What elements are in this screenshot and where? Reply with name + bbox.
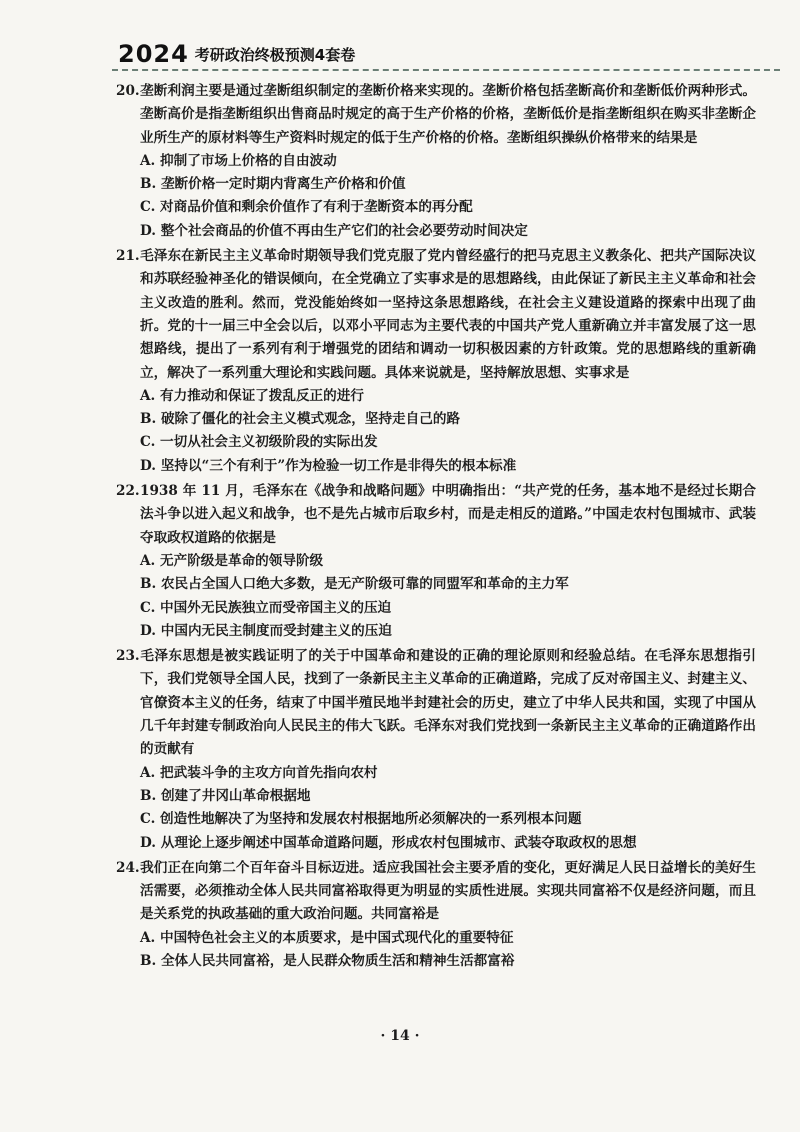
answer-option: A. 抑制了市场上价格的自由波动 (140, 152, 337, 169)
answer-option: B. 农民占全国人口绝大多数，是无产阶级可靠的同盟军和革命的主力军 (140, 576, 569, 593)
question-number: 24. (116, 859, 140, 876)
question-text: 毛泽东在新民主主义革命时期领导我们党克服了党内曾经盛行的把马克思主义教条化、把共产国际决议和苏联经验神圣化的错误倾向，在全党确立了实事求是的思想路线，由此保证了新民主主义革命和社会主义改造的胜利。然而，党没能始终如一坚持这条思想路线，在社会主义建设道路的探索中出现了曲折。党的十一届三中全会以后，以邓小平同志为主要代表的中国共产党人重新确立并丰富发展了这一思想路线，提出了一系列有利于增强党的团结和调动一切积极因素的方针政策。党的思想路线的重新确立，解决了一系列重大理论和实践问题。具体来说就是，坚持解放思想、实事求是 (140, 248, 756, 381)
question-number: 21. (116, 248, 140, 265)
question-stem (116, 245, 756, 385)
question-block (116, 857, 756, 973)
answer-option: A. 有力推动和保证了拨乱反正的进行 (140, 387, 364, 404)
answer-option: A. 中国特色社会主义的本质要求，是中国式现代化的重要特征 (140, 929, 514, 946)
answer-option: C. 创造性地解决了为坚持和发展农村根据地所必须解决的一系列根本问题 (140, 811, 582, 828)
question-block (116, 480, 756, 643)
header-year: 2024 (118, 40, 189, 68)
answer-option: C. 对商品价值和剩余价值作了有利于垄断资本的再分配 (140, 199, 473, 216)
answer-option: D. 坚持以“三个有利于”作为检验一切工作是非得失的根本标准 (140, 457, 517, 474)
answer-option: B. 创建了井冈山革命根据地 (140, 787, 311, 804)
answer-option: A. 把武装斗争的主攻方向首先指向农村 (140, 764, 378, 781)
question-stem (116, 480, 756, 550)
question-number: 23. (116, 648, 140, 665)
answer-option: B. 垄断价格一定时期内背离生产价格和价值 (140, 176, 406, 193)
page-number: · 14 · (380, 1028, 420, 1044)
answer-option: D. 中国内无民主制度而受封建主义的压迫 (140, 622, 392, 639)
question-stem (116, 645, 756, 761)
page-header (118, 20, 778, 68)
question-text: 我们正在向第二个百年奋斗目标迈进。适应我国社会主要矛盾的变化，更好满足人民日益增长的美好生活需要，必须推动全体人民共同富裕取得更为明显的实质性进展。实现共同富裕不仅是经济问题，而且是关系党的执政基础的重大政治问题。共同富裕是 (140, 859, 756, 923)
question-text: 1938 年 11 月，毛泽东在《战争和战略问题》中明确指出：“共产党的任务，基本地不是经过长期合法斗争以进入起义和战争，也不是先占城市后取乡村，而是走相反的道路。”中国走农村包围城市、武装夺取政权道路的依据是 (140, 483, 756, 546)
header-divider (112, 69, 780, 71)
answer-option: D. 整个社会商品的价值不再由生产它们的社会必要劳动时间决定 (140, 222, 528, 239)
question-text: 垄断利润主要是通过垄断组织制定的垄断价格来实现的。垄断价格包括垄断高价和垄断低价两种形式。垄断高价是指垄断组织出售商品时规定的高于生产价格的价格，垄断低价是指垄断组织在购买非垄断企业所生产的原材料等生产资料时规定的低于生产价格的价格。垄断组织操纵价格带来的结果是 (140, 83, 756, 146)
question-number: 22. (116, 483, 140, 500)
answer-option: B. 破除了僵化的社会主义模式观念，坚持走自己的路 (140, 411, 461, 428)
question-number: 20. (116, 83, 140, 99)
answer-option: C. 中国外无民族独立而受帝国主义的压迫 (140, 599, 392, 616)
answer-option: A. 无产阶级是革命的领导阶级 (140, 552, 324, 569)
question-stem (116, 857, 756, 927)
answer-option: D. 从理论上逐步阐述中国革命道路问题，形成农村包围城市、武装夺取政权的思想 (140, 834, 637, 851)
header-title: 考研政治终极预测4套卷 (194, 46, 356, 64)
question-block (116, 80, 756, 243)
question-block (116, 645, 756, 855)
answer-option: C. 一切从社会主义初级阶段的实际出发 (140, 434, 378, 451)
question-text: 毛泽东思想是被实践证明了的关于中国革命和建设的正确的理论原则和经验总结。在毛泽东思想指引下，我们党领导全国人民，找到了一条新民主主义革命的正确道路，完成了反对帝国主义、封建主义、官僚资本主义的任务，结束了中国半殖民地半封建社会的历史，建立了中华人民共和国，实现了中国从几千年封建专制政治向人民民主的伟大飞跃。毛泽东对我们党找到一条新民主主义革命的正确道路作出的贡献有 (140, 648, 756, 758)
question-stem (116, 80, 756, 150)
question-list (116, 80, 756, 975)
answer-option: B. 全体人民共同富裕，是人民群众物质生活和精神生活都富裕 (140, 952, 515, 969)
question-block (116, 245, 756, 478)
